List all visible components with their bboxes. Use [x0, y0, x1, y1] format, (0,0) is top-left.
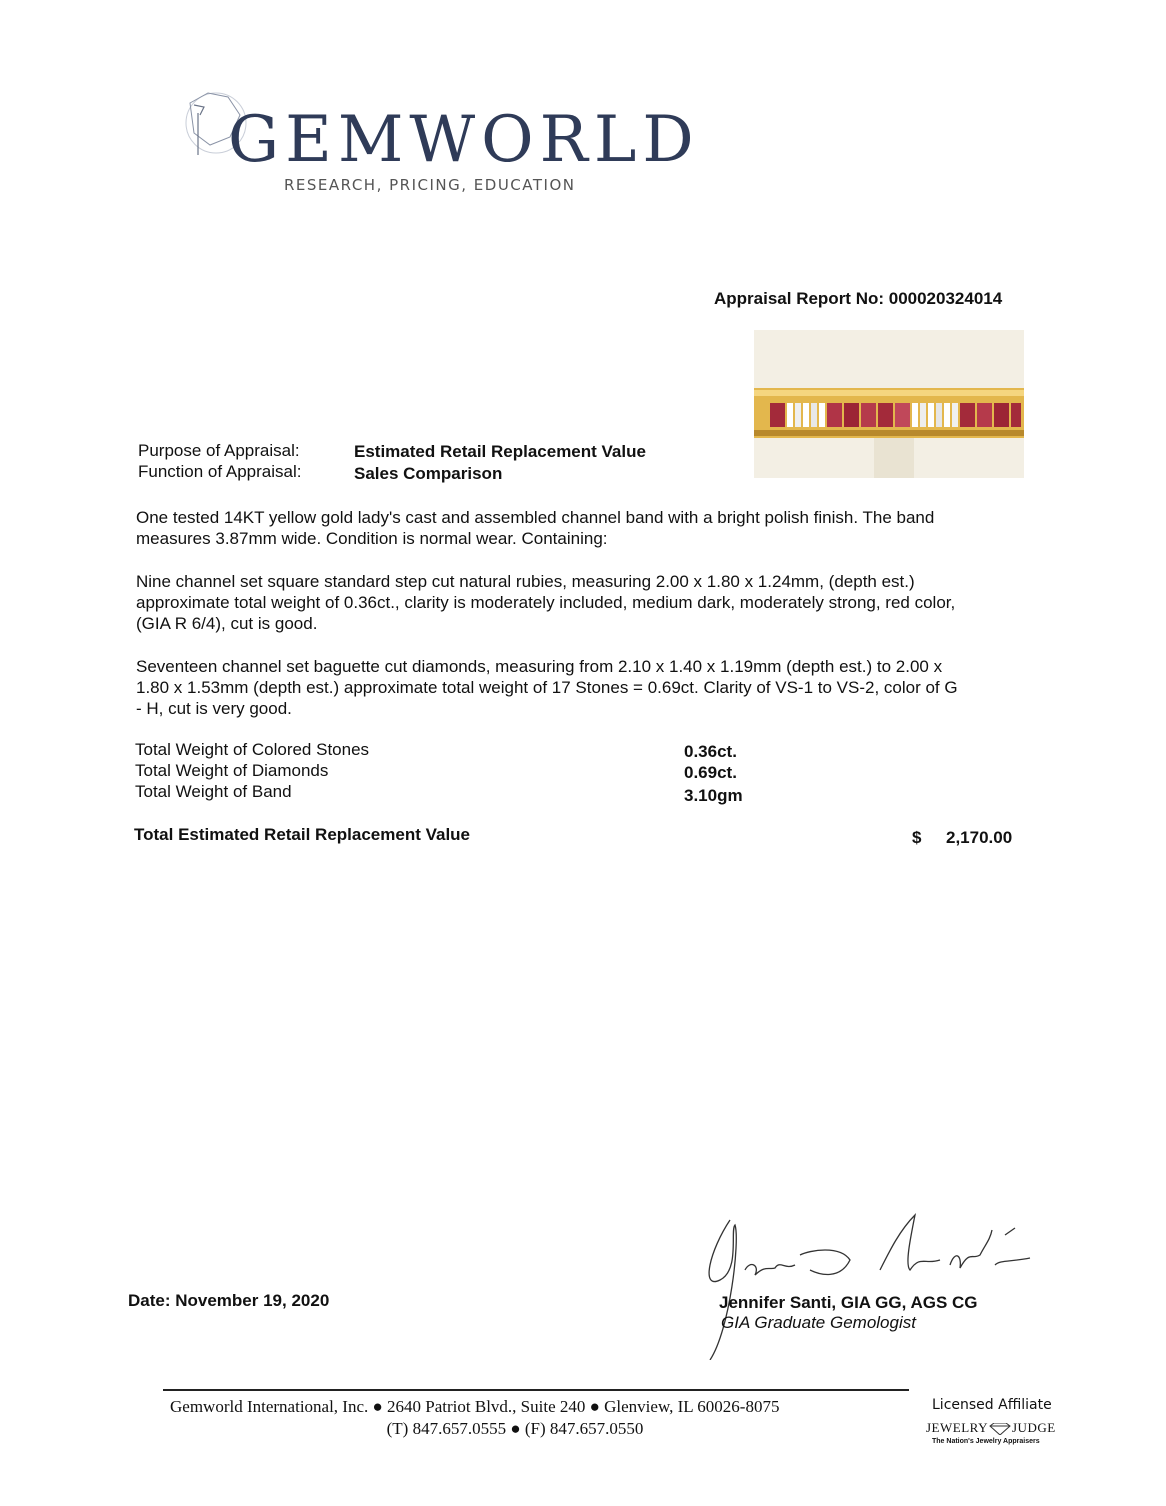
footer-address: Gemworld International, Inc. ● 2640 Patriot Blvd., Suite 240 ● Glenview, IL 60026-8075	[170, 1397, 780, 1416]
weight-value: 0.69ct.	[684, 763, 737, 782]
purpose-value: Estimated Retail Replacement Value	[354, 442, 646, 461]
affiliate-label: Licensed Affiliate	[932, 1397, 1052, 1413]
report-number: Appraisal Report No: 000020324014	[714, 289, 1003, 308]
function-value: Sales Comparison	[354, 464, 503, 483]
footer-divider	[163, 1389, 909, 1391]
function-label: Function of Appraisal:	[138, 462, 302, 481]
weight-label: Total Weight of Diamonds	[135, 761, 329, 780]
total-currency: $	[912, 828, 922, 847]
footer-phone: (T) 847.657.0555 ● (F) 847.657.0550	[386, 1419, 644, 1438]
signature	[700, 1210, 1050, 1360]
total-value-label: Total Estimated Retail Replacement Value	[134, 825, 471, 844]
affiliate-logo	[926, 1420, 1056, 1436]
weight-label: Total Weight of Band	[135, 782, 292, 801]
weight-value: 0.36ct.	[684, 742, 737, 761]
affiliate-logo-left: JEWELRY	[926, 1420, 988, 1435]
total-value: 2,170.00	[946, 828, 1013, 847]
affiliate-logo-right: JUDGE	[1012, 1420, 1056, 1435]
appraiser-name: Jennifer Santi, GIA GG, AGS CG	[719, 1293, 978, 1312]
affiliate-tagline: The Nation's Jewelry Appraisers	[932, 1438, 1040, 1445]
diamond-icon	[988, 1423, 1012, 1435]
band-description: One tested 14KT yellow gold lady's cast and assembled channel band with a bright polish finish. The band measures 3.87mm wide. Condition is normal wear. Containing:	[136, 508, 935, 548]
logo-wordmark: GEMWORLD	[228, 103, 700, 177]
weight-value: 3.10gm	[684, 786, 743, 805]
purpose-label: Purpose of Appraisal:	[138, 441, 300, 460]
appraiser-title: GIA Graduate Gemologist	[721, 1313, 916, 1332]
logo-tagline: RESEARCH, PRICING, EDUCATION	[284, 176, 576, 194]
ruby-description: Nine channel set square standard step cut natural rubies, measuring 2.00 x 1.80 x 1.24mm, (depth est.) approximate total weight of 0.36ct., clarity is moderately included, medium dark, moderately strong, red color, (GIA R 6/4), cut is good.	[136, 572, 956, 633]
ring-photo	[754, 330, 1024, 478]
diamond-description: Seventeen channel set baguette cut diamonds, measuring from 2.10 x 1.40 x 1.19mm (depth est.) to 2.00 x 1.80 x 1.53mm (depth est.) approximate total weight of 17 Stones = 0.69ct. Clarity of VS-1 to VS-2, color of G - H, cut is very good.	[136, 657, 958, 718]
appraisal-date: Date: November 19, 2020	[128, 1291, 330, 1310]
weight-label: Total Weight of Colored Stones	[135, 740, 370, 759]
